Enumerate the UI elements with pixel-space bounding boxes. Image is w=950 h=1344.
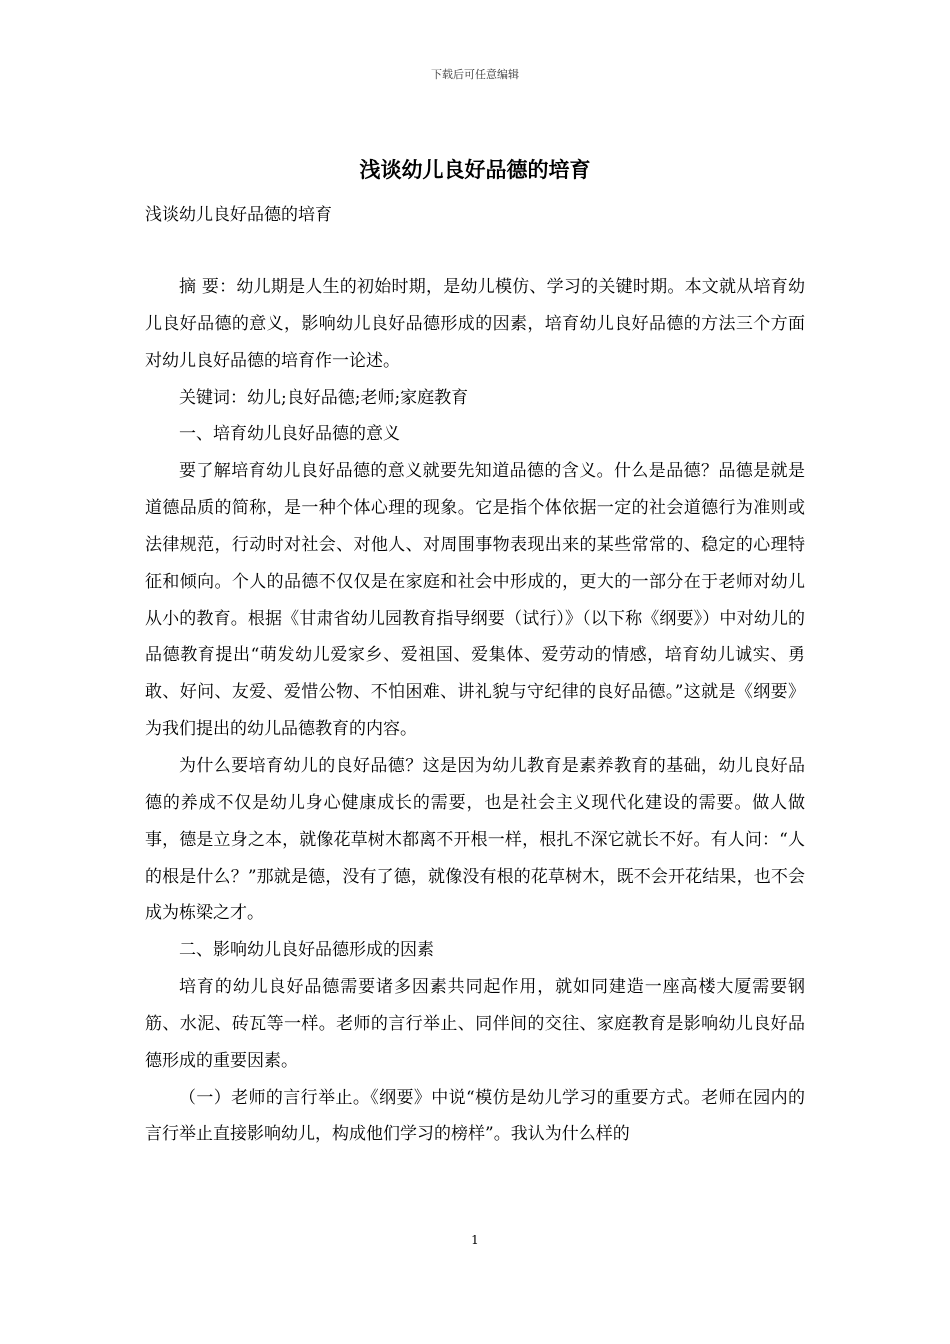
section-heading-2: 二、影响幼儿良好品德形成的因素: [179, 940, 434, 961]
abstract-paragraph: 摘 要：幼儿期是人生的初始时期，是幼儿模仿、学习的关键时期。本文就从培育幼儿良好品德的意义，影响幼儿良好品德形成的因素，培育幼儿良好品德的方法三个方面对幼儿良好品德的培育作一论述。: [145, 277, 805, 371]
body-paragraph: 为什么要培育幼儿的良好品德？这是因为幼儿教育是素养教育的基础，幼儿良好品德的养成不仅是幼儿身心健康成长的需要，也是社会主义现代化建设的需要。做人做事，德是立身之本，就像花草树木都离不开根一样，根扎不深它就长不好。有人问：“人的根是什么？”那就是德，没有了德，就像没有根的花草树木，既不会开花结果，也不会成为栋梁之才。: [145, 755, 805, 924]
document-subtitle: 浅谈幼儿良好品德的培育: [145, 205, 332, 225]
body-paragraph: 培育的幼儿良好品德需要诸多因素共同起作用，就如同建造一座高楼大厦需要钢筋、水泥、砖瓦等一样。老师的言行举止、同伴间的交往、家庭教育是影响幼儿良好品德形成的重要因素。: [145, 977, 805, 1071]
section-heading-1: 一、培育幼儿良好品德的意义: [179, 424, 400, 445]
document-title: 浅谈幼儿良好品德的培育: [359, 158, 591, 182]
header-note: 下载后可任意编辑: [431, 68, 519, 81]
page-number: 1: [471, 1233, 479, 1247]
keywords-line: 关键词：幼儿;良好品德;老师;家庭教育: [179, 387, 469, 408]
body-paragraph: （一）老师的言行举止。《纲要》中说“模仿是幼儿学习的重要方式。老师在园内的言行举止直接影响幼儿，构成他们学习的榜样”。我认为什么样的: [145, 1087, 805, 1145]
document-body: [145, 269, 805, 1153]
body-paragraph: 要了解培育幼儿良好品德的意义就要先知道品德的含义。什么是品德？品德是就是道德品质的简称，是一种个体心理的现象。它是指个体依据一定的社会道德行为准则或法律规范，行动时对社会、对他人、对周围事物表现出来的某些常常的、稳定的心理特征和倾向。个人的品德不仅仅是在家庭和社会中形成的，更大的一部分在于老师对幼儿从小的教育。根据《甘肃省幼儿园教育指导纲要（试行）》（以下称《纲要》）中对幼儿的品德教育提出“萌发幼儿爱家乡、爱祖国、爱集体、爱劳动的情感，培育幼儿诚实、勇敢、好问、友爱、爱惜公物、不怕困难、讲礼貌与守纪律的良好品德。”这就是《纲要》为我们提出的幼儿品德教育的内容。: [145, 461, 805, 740]
